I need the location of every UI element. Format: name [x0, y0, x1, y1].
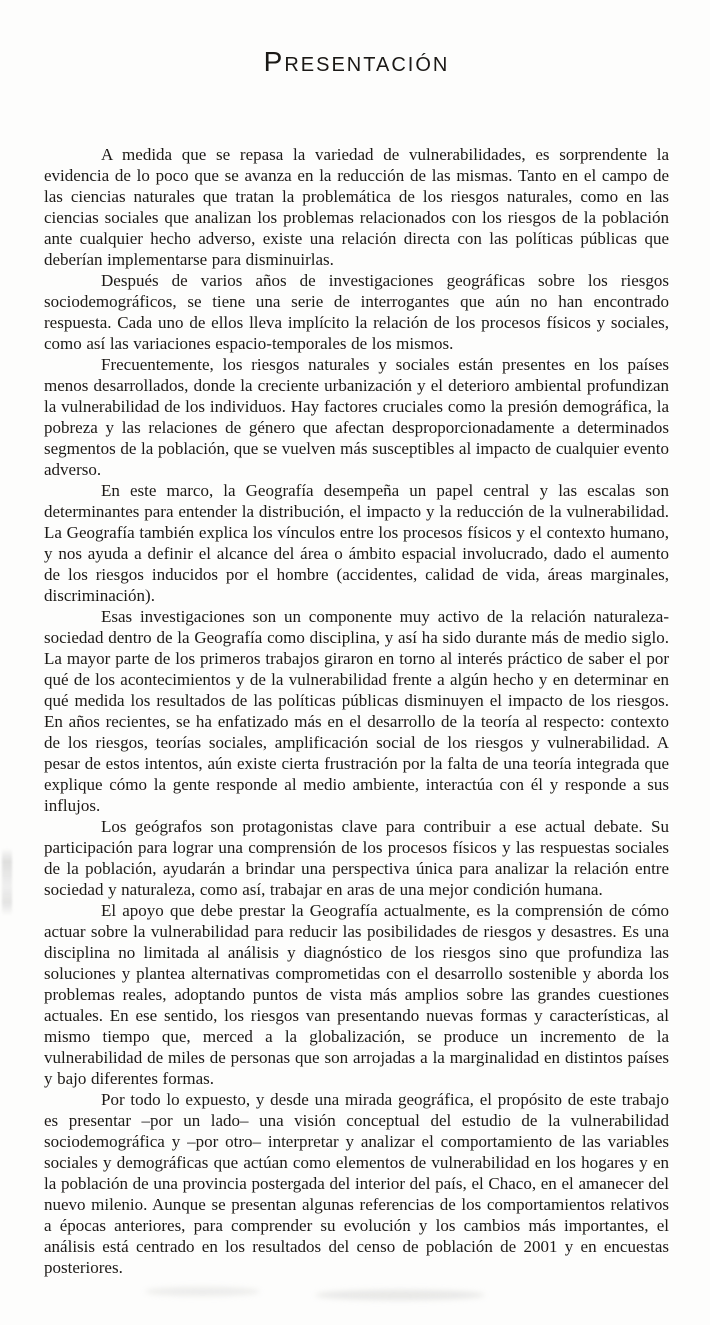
paragraph-6: Los geógrafos son protagonistas clave para contribuir a ese actual debate. Su participación para lograr una comprensión de los procesos físicos y las respuestas sociales de la población, ayudarán a brindar una perspectiva única para analizar la relación entre sociedad y naturaleza, como así, trabajar en aras de una mejor condición humana.	[44, 817, 669, 899]
paragraph-5: Esas investigaciones son un componente muy activo de la relación naturaleza-sociedad dentro de la Geografía como disciplina, y así ha sido durante más de medio siglo. La mayor parte de los primeros trabajos giraron en torno al interés práctico de saber el por qué de los acontecimientos y de la vulnerabilidad frente a algún hecho y en determinar en qué medida los resultados de las políticas públicas disminuyen el impacto de los riesgos. En años recientes, se ha enfatizado más en el desarrollo de la teoría al respecto: contexto de los riesgos, teorías sociales, amplificación social de los riesgos y vulnerabilidad. A pesar de estos intentos, aún existe cierta frustración por la falta de una teoría integrada que explique cómo la gente responde al medio ambiente, interactúa con él y responde a sus influjos.	[44, 607, 669, 815]
page-title: Presentación	[263, 46, 450, 77]
paragraph-7: El apoyo que debe prestar la Geografía actualmente, es la comprensión de cómo actuar sobre la vulnerabilidad para reducir las posibilidades de riesgos y desastres. Es una disciplina no limitada al análisis y diagnóstico de los riesgos sino que profundiza las soluciones y plantea alternativas comprometidas con el desarrollo sostenible y aborda los problemas reales, adoptando puntos de vista más amplios sobre las grandes cuestiones actuales. En ese sentido, los riesgos van presentando nuevas formas y características, al mismo tiempo que, merced a la globalización, se produce un incremento de la vulnerabilidad de miles de personas que son arrojadas a la marginalidad en distintos países y bajo diferentes formas.	[44, 901, 669, 1088]
scan-smudge-left	[2, 848, 12, 916]
paragraph-1: A medida que se repasa la variedad de vulnerabilidades, es sorprendente la evidencia de lo poco que se avanza en la reducción de las mismas. Tanto en el campo de las ciencias naturales que tratan la problemática de los riesgos naturales, como en las ciencias sociales que analizan los problemas relacionados con los riesgos de la población ante cualquier hecho adverso, existe una relación directa con las políticas públicas que deberían implementarse para disminuirlas.	[44, 145, 669, 269]
text-body	[44, 144, 669, 1278]
scan-smudge-bottom-left	[145, 1287, 260, 1296]
paragraph-8: Por todo lo expuesto, y desde una mirada geográfica, el propósito de este trabajo es presentar –por un lado– una visión conceptual del estudio de la vulnerabilidad sociodemográfica y –por otro– interpretar y analizar el comportamiento de las variables sociales y demográficas que actúan como elementos de vulnerabilidad en los hogares y en la población de una provincia postergada del interior del país, el Chaco, en el amanecer del nuevo milenio. Aunque se presentan algunas referencias de los comportamientos relativos a épocas anteriores, para comprender su evolución y los cambios más importantes, el análisis está centrado en los resultados del censo de población de 2001 y en encuestas posteriores.	[44, 1090, 669, 1277]
paragraph-2: Después de varios años de investigaciones geográficas sobre los riesgos sociodemográficos, se tiene una serie de interrogantes que aún no han encontrado respuesta. Cada uno de ellos lleva implícito la relación de los procesos físicos y sociales, como así las variaciones espacio-temporales de los mismos.	[44, 271, 669, 353]
paragraph-3: Frecuentemente, los riesgos naturales y sociales están presentes en los países menos desarrollados, donde la creciente urbanización y el deterioro ambiental profundizan la vulnerabilidad de los individuos. Hay factores cruciales como la presión demográfica, la pobreza y las relaciones de género que afectan desproporcionadamente a determinados segmentos de la población, que se vuelven más susceptibles al impacto de cualquier evento adverso.	[44, 355, 669, 479]
scan-smudge-bottom-center	[315, 1290, 485, 1300]
paragraph-4: En este marco, la Geografía desempeña un papel central y las escalas son determinantes para entender la distribución, el impacto y la reducción de la vulnerabilidad. La Geografía también explica los vínculos entre los procesos físicos y el contexto humano, y nos ayuda a definir el alcance del área o ámbito espacial involucrado, dado el aumento de los riesgos inducidos por el hombre (accidentes, calidad de vida, áreas marginales, discriminación).	[44, 481, 669, 605]
